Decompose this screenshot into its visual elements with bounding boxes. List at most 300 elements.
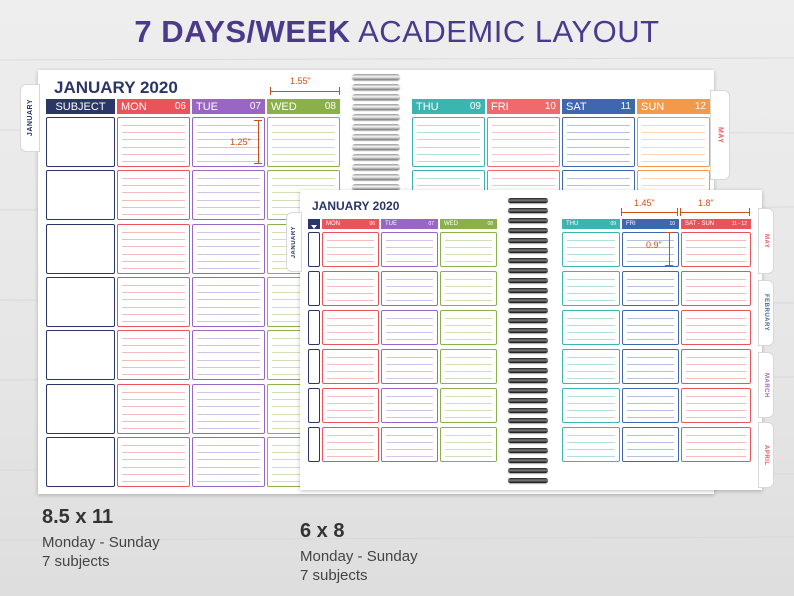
subject-cell[interactable] <box>308 232 320 267</box>
writing-line <box>197 192 260 193</box>
writing-line <box>627 449 674 450</box>
subject-cell[interactable] <box>308 427 320 462</box>
writing-line <box>122 307 185 308</box>
writing-line <box>197 125 260 126</box>
writing-line <box>567 456 615 457</box>
coil-ring <box>508 408 548 413</box>
writing-line <box>627 410 674 411</box>
day-cell[interactable] <box>381 388 438 423</box>
writing-line <box>567 178 630 179</box>
writing-line <box>686 247 746 248</box>
writing-line <box>197 345 260 346</box>
writing-line <box>627 254 674 255</box>
day-cell[interactable] <box>622 271 679 306</box>
day-number: 07 <box>249 101 261 112</box>
day-name: MON <box>121 100 147 113</box>
writing-line <box>327 456 374 457</box>
coil-ring <box>508 478 548 483</box>
writing-line <box>327 318 374 319</box>
writing-line <box>642 185 705 186</box>
writing-line <box>122 481 185 482</box>
writing-line <box>197 254 260 255</box>
day-cell[interactable] <box>637 117 710 167</box>
coil-ring <box>508 198 548 203</box>
day-cell[interactable] <box>562 310 620 345</box>
writing-line <box>627 364 674 365</box>
coil-ring <box>508 298 548 303</box>
writing-line <box>197 406 260 407</box>
writing-line <box>567 357 615 358</box>
writing-line <box>567 364 615 365</box>
writing-line <box>122 268 185 269</box>
writing-line <box>445 279 492 280</box>
writing-line <box>686 261 746 262</box>
writing-line <box>567 442 615 443</box>
writing-line <box>686 371 746 372</box>
day-cell[interactable] <box>192 384 265 434</box>
writing-line <box>122 345 185 346</box>
writing-line <box>197 161 260 162</box>
writing-line <box>686 318 746 319</box>
small-month-tab-april[interactable] <box>758 422 774 488</box>
writing-line <box>386 396 433 397</box>
writing-line <box>272 154 335 155</box>
writing-line <box>327 240 374 241</box>
subject-cell[interactable] <box>308 271 320 306</box>
writing-line <box>627 339 674 340</box>
day-header-mon <box>117 99 190 114</box>
writing-line <box>122 321 185 322</box>
writing-line <box>567 378 615 379</box>
day-cell[interactable] <box>117 224 190 274</box>
day-number: 11 <box>620 101 631 112</box>
writing-line <box>386 357 433 358</box>
coil-ring <box>508 428 548 433</box>
day-cell[interactable] <box>322 388 379 423</box>
writing-line <box>567 254 615 255</box>
writing-line <box>686 456 746 457</box>
writing-line <box>686 378 746 379</box>
writing-line <box>122 254 185 255</box>
large-page-title: JANUARY 2020 <box>54 78 178 97</box>
writing-line <box>197 314 260 315</box>
writing-line <box>327 417 374 418</box>
coil-ring <box>352 144 400 150</box>
writing-line <box>197 132 260 133</box>
writing-line <box>445 371 492 372</box>
day-cell[interactable] <box>622 310 679 345</box>
large-spiral-binding <box>348 70 404 200</box>
writing-line <box>567 332 615 333</box>
coil-ring <box>508 258 548 263</box>
writing-line <box>417 178 480 179</box>
writing-line <box>197 232 260 233</box>
writing-line <box>327 378 374 379</box>
writing-line <box>197 367 260 368</box>
coil-ring <box>508 268 548 273</box>
coil-ring <box>352 94 400 100</box>
day-cell[interactable] <box>440 349 497 384</box>
day-cell[interactable] <box>192 330 265 380</box>
large-right-month-tab[interactable]: MAY <box>710 90 730 180</box>
writing-line <box>272 125 335 126</box>
day-cell[interactable] <box>117 117 190 167</box>
triangle-down-icon <box>308 222 320 232</box>
writing-line <box>197 414 260 415</box>
coil-ring <box>508 278 548 283</box>
small-month-tab-may[interactable] <box>758 208 774 274</box>
writing-line <box>386 435 433 436</box>
subject-cell[interactable] <box>46 437 115 487</box>
writing-line <box>445 240 492 241</box>
writing-line <box>627 378 674 379</box>
writing-line <box>197 399 260 400</box>
day-number: 09 <box>610 221 616 227</box>
small-month-tab-february[interactable] <box>758 280 774 346</box>
day-cell[interactable] <box>381 349 438 384</box>
writing-line <box>327 396 374 397</box>
writing-line <box>122 232 185 233</box>
day-name: SAT - SUN <box>685 221 715 227</box>
writing-line <box>327 332 374 333</box>
writing-line <box>567 247 615 248</box>
writing-line <box>122 139 185 140</box>
writing-line <box>327 247 374 248</box>
writing-line <box>492 154 555 155</box>
writing-line <box>122 207 185 208</box>
day-cell[interactable] <box>622 388 679 423</box>
day-header-thu <box>562 219 620 229</box>
writing-line <box>567 261 615 262</box>
writing-line <box>122 178 185 179</box>
day-number: 10 <box>544 101 556 112</box>
writing-line <box>122 261 185 262</box>
writing-line <box>445 435 492 436</box>
writing-line <box>567 396 615 397</box>
day-cell[interactable] <box>562 427 620 462</box>
coil-ring <box>508 238 548 243</box>
writing-line <box>327 357 374 358</box>
day-cell[interactable] <box>192 224 265 274</box>
day-cell[interactable] <box>192 437 265 487</box>
coil-ring <box>508 378 548 383</box>
writing-line <box>642 132 705 133</box>
writing-line <box>197 467 260 468</box>
day-cell[interactable] <box>622 427 679 462</box>
writing-line <box>686 403 746 404</box>
day-cell[interactable] <box>681 271 751 306</box>
day-cell[interactable] <box>381 232 438 267</box>
writing-line <box>567 300 615 301</box>
writing-line <box>567 435 615 436</box>
subject-cell[interactable] <box>46 330 115 380</box>
day-cell[interactable] <box>322 271 379 306</box>
writing-line <box>686 325 746 326</box>
day-number: 08 <box>324 101 336 112</box>
day-cell[interactable] <box>117 330 190 380</box>
writing-line <box>627 357 674 358</box>
writing-line <box>386 442 433 443</box>
writing-line <box>122 392 185 393</box>
writing-line <box>492 139 555 140</box>
writing-line <box>567 325 615 326</box>
writing-line <box>417 125 480 126</box>
writing-line <box>122 367 185 368</box>
small-height-dimension: 0.9" <box>646 240 662 250</box>
writing-line <box>642 139 705 140</box>
day-name: THU <box>416 100 439 113</box>
writing-line <box>686 332 746 333</box>
writing-line <box>627 279 674 280</box>
writing-line <box>417 147 480 148</box>
writing-line <box>642 147 705 148</box>
day-cell[interactable] <box>192 170 265 220</box>
writing-line <box>272 132 335 133</box>
day-cell[interactable] <box>117 277 190 327</box>
day-cell[interactable] <box>192 117 265 167</box>
writing-line <box>445 318 492 319</box>
day-cell[interactable] <box>562 232 620 267</box>
day-header-fri <box>622 219 679 229</box>
subject-cell[interactable] <box>308 388 320 423</box>
subject-cell[interactable] <box>46 170 115 220</box>
day-cell[interactable] <box>562 349 620 384</box>
writing-line <box>197 459 260 460</box>
writing-line <box>197 445 260 446</box>
day-cell[interactable] <box>322 427 379 462</box>
writing-line <box>567 147 630 148</box>
writing-line <box>686 254 746 255</box>
writing-line <box>417 154 480 155</box>
day-cell[interactable] <box>381 427 438 462</box>
subject-cell[interactable] <box>308 349 320 384</box>
coil-ring <box>508 328 548 333</box>
writing-line <box>445 332 492 333</box>
subject-cell[interactable] <box>308 310 320 345</box>
small-month-tab-march[interactable] <box>758 352 774 418</box>
writing-line <box>122 132 185 133</box>
writing-line <box>327 325 374 326</box>
writing-line <box>492 132 555 133</box>
day-header-thu <box>412 99 485 114</box>
writing-line <box>567 154 630 155</box>
writing-line <box>686 339 746 340</box>
day-number: 10 <box>669 221 675 227</box>
writing-line <box>445 247 492 248</box>
coil-ring <box>352 134 400 140</box>
large-caption <box>42 506 160 571</box>
day-cell[interactable] <box>117 170 190 220</box>
day-name: SAT <box>566 100 587 113</box>
month-tab-label: MARCH <box>763 372 769 398</box>
writing-line <box>492 147 555 148</box>
writing-line <box>686 240 746 241</box>
day-cell[interactable] <box>440 232 497 267</box>
subject-cell[interactable] <box>46 277 115 327</box>
writing-line <box>122 154 185 155</box>
coil-ring <box>352 154 400 160</box>
day-cell[interactable] <box>622 349 679 384</box>
writing-line <box>567 161 630 162</box>
writing-line <box>686 279 746 280</box>
day-cell[interactable] <box>562 117 635 167</box>
day-name: TUE <box>196 100 218 113</box>
coil-ring <box>508 308 548 313</box>
day-cell[interactable] <box>381 271 438 306</box>
writing-line <box>567 240 615 241</box>
writing-line <box>627 442 674 443</box>
writing-line <box>122 374 185 375</box>
writing-line <box>445 357 492 358</box>
writing-line <box>627 332 674 333</box>
small-satsun-width-dimension: 1.8" <box>698 198 714 208</box>
writing-line <box>445 456 492 457</box>
coil-ring <box>508 208 548 213</box>
writing-line <box>445 364 492 365</box>
day-cell[interactable] <box>440 271 497 306</box>
day-cell[interactable] <box>381 310 438 345</box>
writing-line <box>197 452 260 453</box>
coil-ring <box>352 124 400 130</box>
day-cell[interactable] <box>117 437 190 487</box>
writing-line <box>386 261 433 262</box>
month-tab-label: MAY <box>763 233 769 249</box>
writing-line <box>272 147 335 148</box>
writing-line <box>197 307 260 308</box>
small-left-month-tab[interactable]: JANUARY <box>286 212 302 272</box>
small-caption-subjects: 7 subjects <box>300 567 368 584</box>
writing-line <box>627 435 674 436</box>
day-cell[interactable] <box>681 427 751 462</box>
writing-line <box>445 442 492 443</box>
writing-line <box>197 428 260 429</box>
coil-ring <box>508 318 548 323</box>
subject-cell[interactable] <box>46 224 115 274</box>
small-left-page <box>291 190 502 490</box>
day-cell[interactable] <box>322 310 379 345</box>
day-number: 09 <box>469 101 481 112</box>
writing-line <box>197 360 260 361</box>
writing-line <box>627 371 674 372</box>
subject-cell[interactable] <box>46 117 115 167</box>
writing-line <box>197 239 260 240</box>
day-cell[interactable] <box>681 310 751 345</box>
day-header-wed <box>440 219 497 229</box>
writing-line <box>122 452 185 453</box>
writing-line <box>627 396 674 397</box>
writing-line <box>327 435 374 436</box>
subject-cell[interactable] <box>46 384 115 434</box>
writing-line <box>627 261 674 262</box>
writing-line <box>197 392 260 393</box>
day-cell[interactable] <box>562 271 620 306</box>
day-cell[interactable] <box>322 232 379 267</box>
large-left-month-tab[interactable]: JANUARY <box>20 84 40 152</box>
coil-ring <box>508 368 548 373</box>
day-cell[interactable] <box>681 388 751 423</box>
writing-line <box>567 371 615 372</box>
coil-ring <box>352 164 400 170</box>
writing-line <box>122 406 185 407</box>
writing-line <box>122 185 185 186</box>
writing-line <box>122 246 185 247</box>
writing-line <box>567 339 615 340</box>
day-cell[interactable] <box>117 384 190 434</box>
day-header-tue <box>192 99 265 114</box>
writing-line <box>386 279 433 280</box>
coil-ring <box>508 448 548 453</box>
day-cell[interactable] <box>412 117 485 167</box>
writing-line <box>386 300 433 301</box>
writing-line <box>197 338 260 339</box>
writing-line <box>417 139 480 140</box>
small-caption-size: 6 x 8 <box>300 520 345 542</box>
writing-line <box>686 396 746 397</box>
day-cell[interactable] <box>562 388 620 423</box>
large-height-dimension: 1.25" <box>230 137 251 147</box>
page-headline <box>0 14 794 50</box>
writing-line <box>272 185 335 186</box>
large-caption-subjects: 7 subjects <box>42 553 110 570</box>
writing-line <box>386 254 433 255</box>
day-cell[interactable] <box>440 388 497 423</box>
writing-line <box>197 246 260 247</box>
writing-line <box>327 286 374 287</box>
writing-line <box>386 247 433 248</box>
writing-line <box>567 318 615 319</box>
small-page-title: JANUARY 2020 <box>312 199 400 213</box>
coil-ring <box>508 468 548 473</box>
day-cell[interactable] <box>487 117 560 167</box>
writing-line <box>197 321 260 322</box>
day-number: 12 <box>694 101 706 112</box>
writing-line <box>567 185 630 186</box>
day-name: MON <box>326 221 340 227</box>
coil-ring <box>508 248 548 253</box>
writing-line <box>686 357 746 358</box>
writing-line <box>627 456 674 457</box>
day-cell[interactable] <box>267 117 340 167</box>
day-cell[interactable] <box>322 349 379 384</box>
writing-line <box>197 200 260 201</box>
writing-line <box>197 154 260 155</box>
writing-line <box>445 254 492 255</box>
coil-ring <box>508 348 548 353</box>
writing-line <box>122 338 185 339</box>
day-cell[interactable] <box>192 277 265 327</box>
writing-line <box>627 325 674 326</box>
day-cell[interactable] <box>681 349 751 384</box>
small-caption-days: Monday - Sunday <box>300 548 418 565</box>
day-header-fri <box>487 99 560 114</box>
day-name: FRI <box>626 221 636 227</box>
writing-line <box>445 300 492 301</box>
day-cell[interactable] <box>681 232 751 267</box>
day-cell[interactable] <box>440 427 497 462</box>
writing-line <box>686 449 746 450</box>
coil-ring <box>508 438 548 443</box>
writing-line <box>122 445 185 446</box>
writing-line <box>386 339 433 340</box>
writing-line <box>327 371 374 372</box>
large-subject-header: SUBJECT <box>46 99 115 114</box>
writing-line <box>327 261 374 262</box>
writing-line <box>686 442 746 443</box>
day-cell[interactable] <box>440 310 497 345</box>
coil-ring <box>508 288 548 293</box>
writing-line <box>327 442 374 443</box>
small-dropdown-marker <box>308 219 320 229</box>
